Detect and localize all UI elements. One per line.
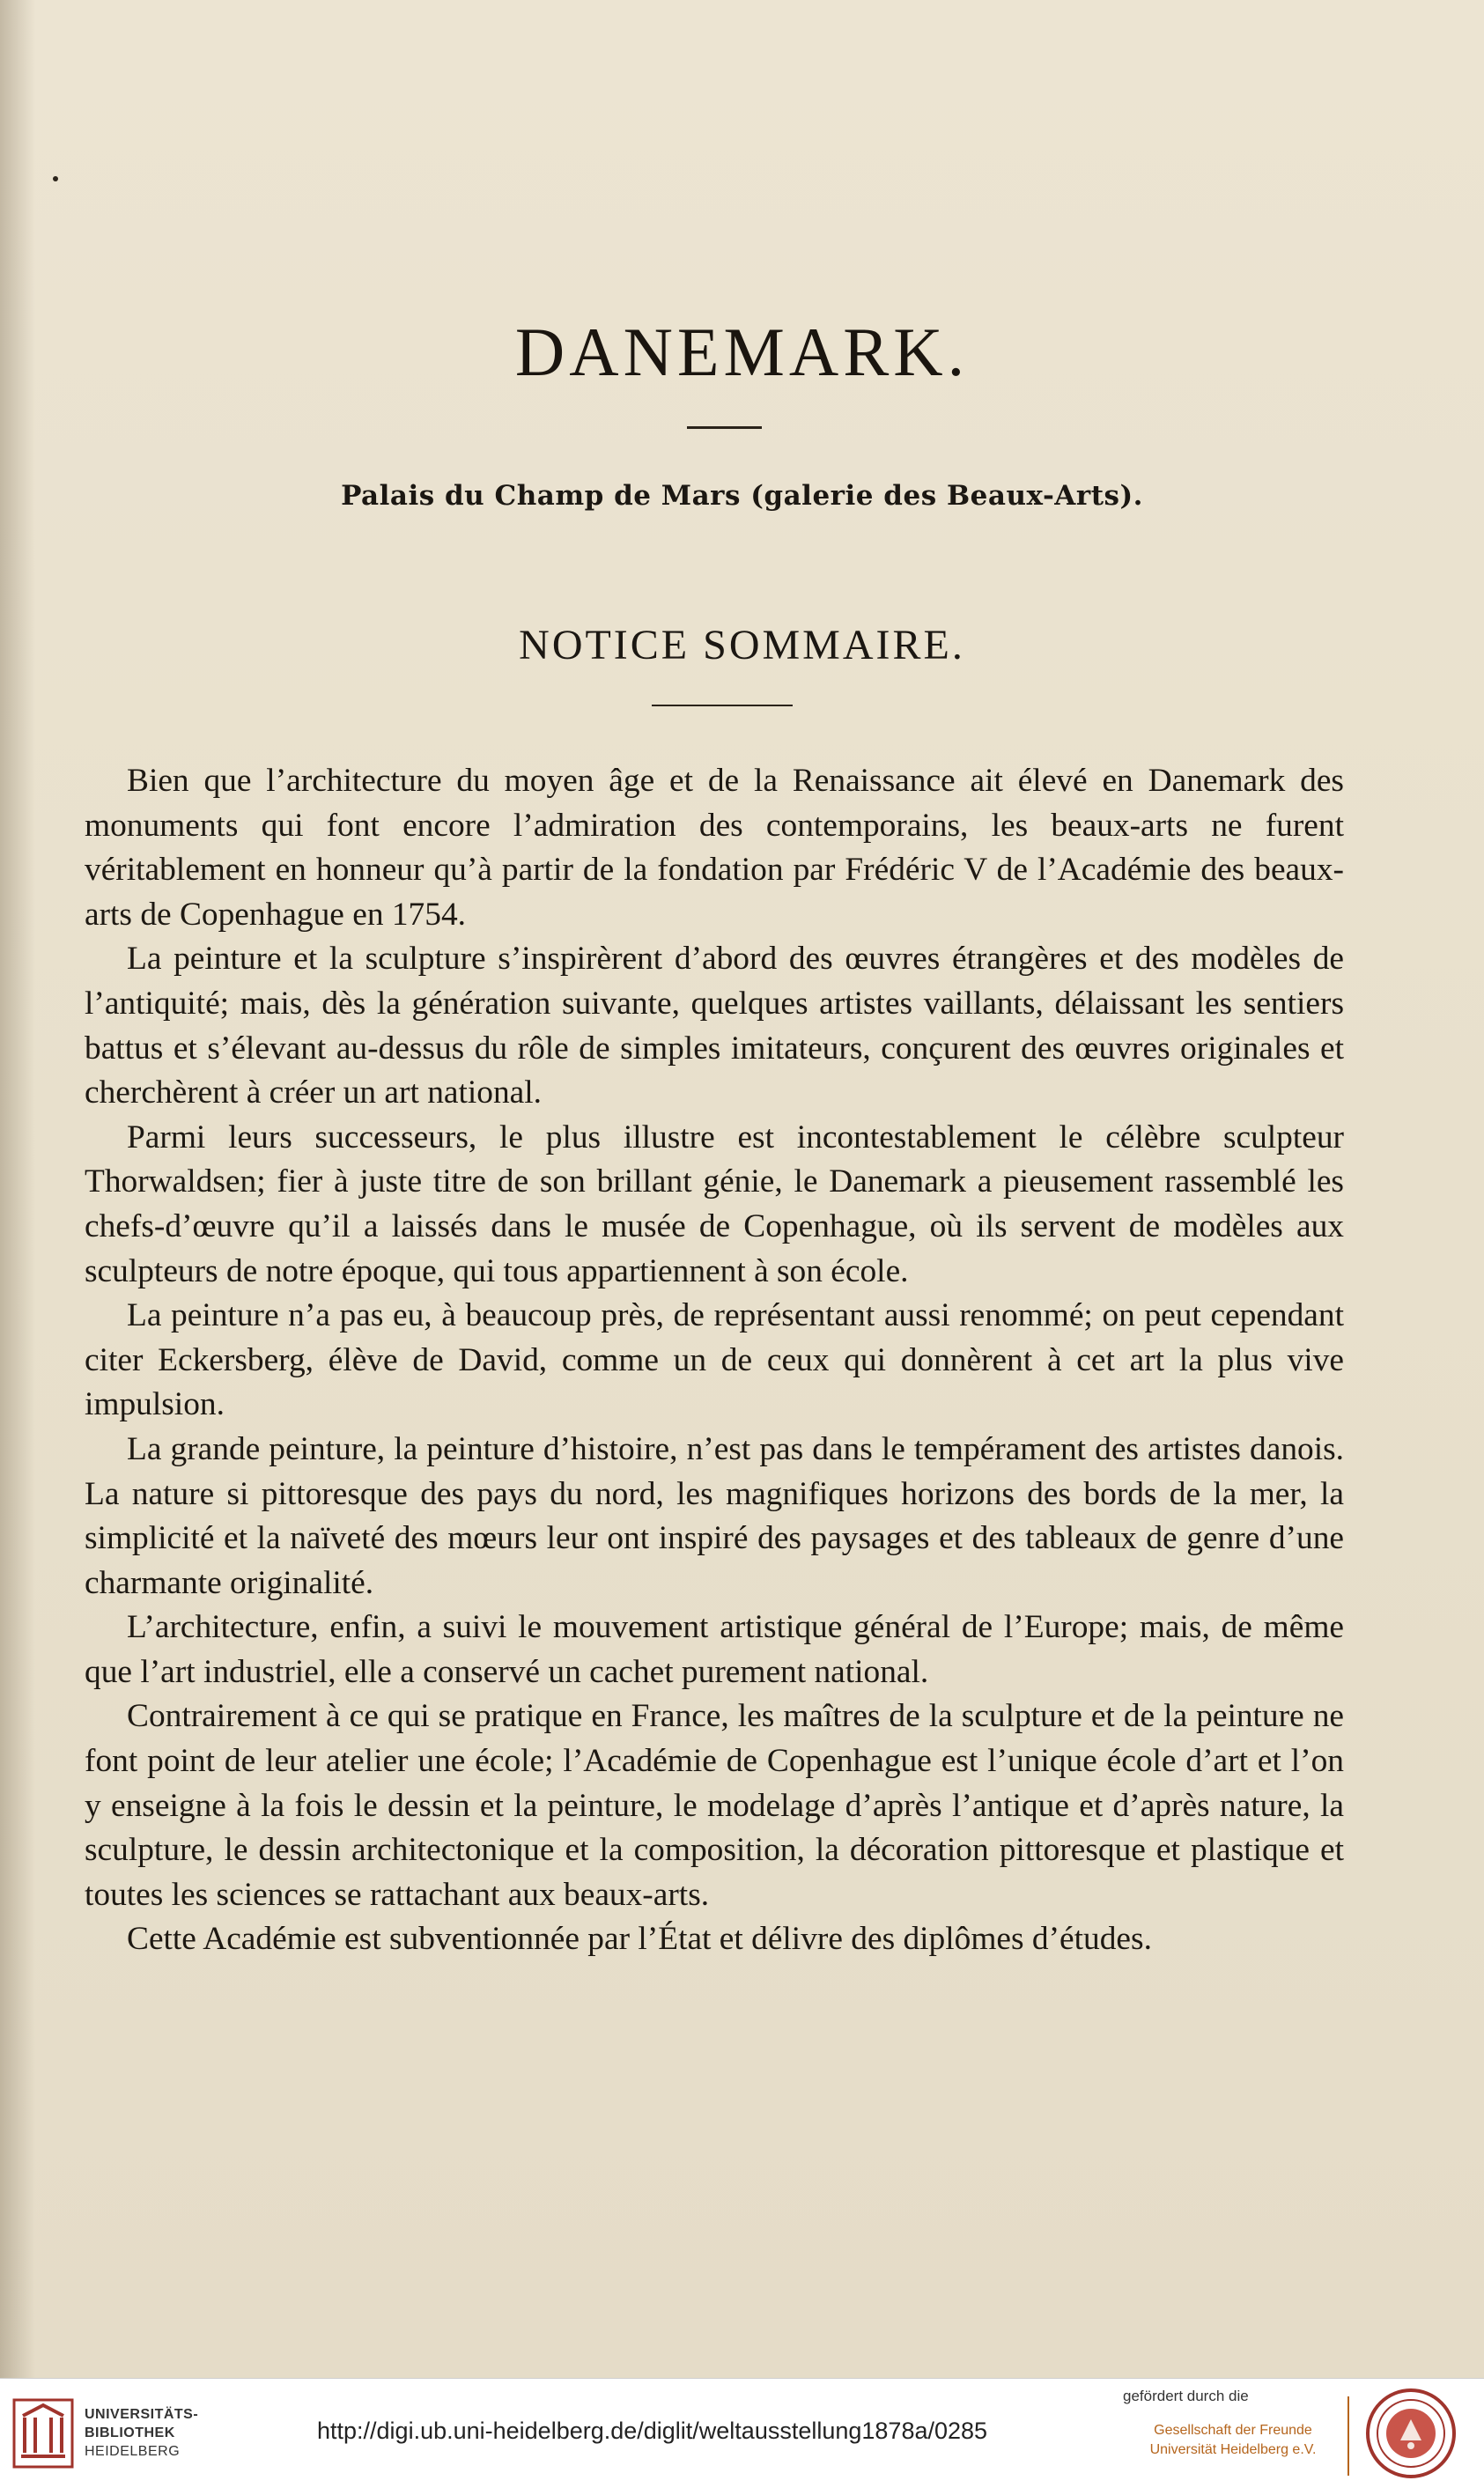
paragraph: Contrairement à ce qui se pratique en France, les maîtres de la sculpture et de la peinture ne font point de leur atelier une école; l’Académie de Copenhague est l’unique école d’art et l’on y enseigne à la fois le dessin et la peinture, le modelage d’après l’antique et d’après nature, la sculpture, le dessin architectonique et la composition, la décoration pittoresque et plastique et toutes les sciences se rattachant aux beaux-arts. (85, 1698, 1344, 1913)
page-subtitle: Palais du Champ de Mars (galerie des Beaux-Arts). (341, 480, 1143, 512)
funded-by-label: gefördert durch die (1123, 2388, 1249, 2404)
paragraph: L’architecture, enfin, a suivi le mouvement artistique général de l’Europe; mais, de même que l’art industriel, elle a conservé un cachet purement national. (85, 1609, 1344, 1690)
paragraph: La peinture et la sculpture s’inspirèrent d’abord des œuvres étrangères et des modèles de l’antiquité; mais, dès la génération suivante, quelques artistes vaillants, délaissant les sentiers battus et s’élevant au-dessus du rôle de simples imitateurs, conçurent des œuvres originales et cherchèrent à créer un art national. (85, 941, 1344, 1111)
heading-rule (652, 705, 793, 706)
title-rule (687, 426, 762, 429)
paragraph: Bien que l’architecture du moyen âge et de la Renaissance ait élevé en Danemark des monuments qui font encore l’admiration des contemporains, les beaux-arts ne furent véritablement en honneur qu’à partir de la fondation par Frédéric V de l’Académie des beaux-arts de Copenhague en 1754. (85, 763, 1344, 933)
society-name-line: Universität Heidelberg e.V. (1149, 2442, 1317, 2457)
paragraph: La peinture n’a pas eu, à beaucoup près, de représentant aussi renommé; on peut cependant citer Eckersberg, élève de David, comme un de ceux qui donnèrent à cet art la plus vive impulsion. (85, 1297, 1344, 1423)
paragraph: Parmi leurs successeurs, le plus illustre est incontestablement le célèbre sculpteur Thorwaldsen; fier à juste titre de son brillant génie, le Danemark a pieusement rassemblé les chefs-d’œuvre qu’il a laissés dans le musée de Copenhague, où ils servent de modèles aux sculpteurs de notre époque, qui tous appartiennent à son école. (85, 1118, 1344, 1289)
page-title: DANEMARK. (514, 314, 970, 390)
paragraph: Cette Académie est subventionnée par l’État et délivre des diplômes d’études. (127, 1921, 1152, 1958)
library-name-line: UNIVERSITÄTS- (85, 2407, 199, 2422)
section-heading: NOTICE SOMMAIRE. (519, 622, 965, 668)
society-name (1123, 2421, 1343, 2460)
library-name-line: HEIDELBERG (85, 2444, 181, 2459)
library-logo-icon (12, 2398, 74, 2469)
ink-speck (53, 176, 58, 181)
library-name (85, 2405, 252, 2461)
footer-bar (0, 2378, 1484, 2488)
library-name-line: BIBLIOTHEK (85, 2425, 175, 2440)
body-text (85, 759, 1344, 1962)
permalink-url[interactable]: http://digi.ub.uni-heidelberg.de/diglit/weltausstellung1878a/0285 (317, 2418, 988, 2444)
paragraph: La grande peinture, la peinture d’histoire, n’est pas dans le tempérament des artistes danois. La nature si pittoresque des pays du nord, les magnifiques horizons des bords de la mer, la simplicité et la naïveté des mœurs leur ont inspiré des paysages et des tableaux de genre d’une charmante originalité. (85, 1430, 1344, 1601)
university-seal-icon (1365, 2388, 1457, 2479)
footer-divider (1347, 2396, 1349, 2476)
society-name-line: Gesellschaft der Freunde (1154, 2423, 1312, 2438)
